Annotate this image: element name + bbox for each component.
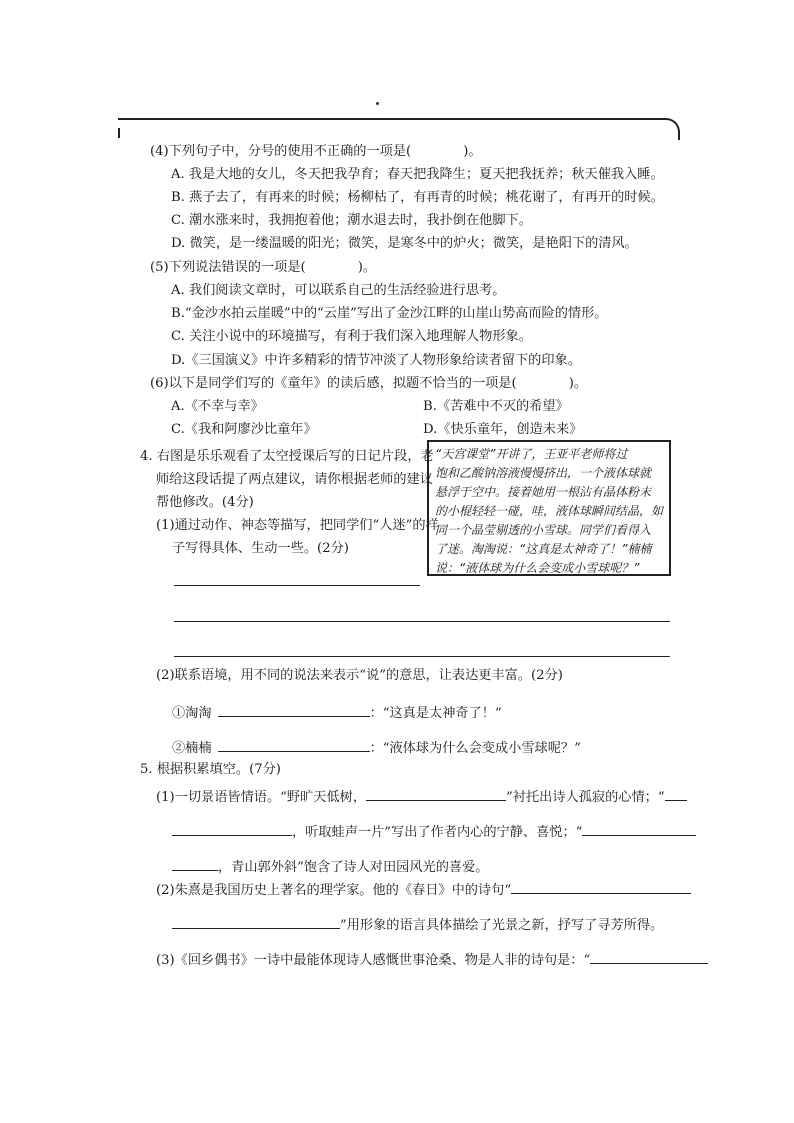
q6-option-c: C.《我和阿廖沙比童年》: [171, 422, 317, 437]
q5b-title: 5. 根据积累填空。(7分): [140, 762, 281, 777]
q5-option-c: C. 关注小说中的环境描写，有利于我们深入地理解人物形象。: [171, 329, 532, 344]
q4b-sub1-line1: (1)通过动作、神态等描写，把同学们“人迷”的样: [156, 518, 439, 533]
q6-stem: (6)以下是同学们写的《童年》的读后感，拟题不恰当的一项是( )。: [150, 376, 588, 391]
page-frame-border: [118, 118, 680, 140]
q5-option-a: A. 我们阅读文章时，可以联系自己的生活经验进行思考。: [171, 283, 506, 298]
q4-option-b: B. 燕子去了，有再来的时候；杨柳枯了，有再青的时候；桃花谢了，有再开的时候。: [171, 190, 664, 205]
q4b-sentence-1: ①淘淘 ：“这真是太神奇了！”: [172, 702, 502, 723]
answer-blank[interactable]: [172, 821, 292, 836]
q5b-part1-line1: (1)一切景语皆情语。“野旷天低树， ”衬托出诗人孤寂的心情；“: [156, 786, 687, 807]
diary-line: 同一个晶莹剔透的小雪球。同学们看得入: [435, 523, 652, 537]
diary-line: “天宫课堂”开讲了，王亚平老师将过: [435, 447, 628, 461]
q4b-stem-line2: 师给这段话提了两点建议，请你根据老师的建议: [156, 472, 433, 487]
q4b-stem-line3: 帮他修改。(4分): [156, 495, 254, 510]
q5-stem: (5)下列说法错误的一项是( )。: [150, 260, 377, 275]
q5-option-d: D.《三国演义》中许多精彩的情节冲淡了人物形象给读者留下的印象。: [171, 353, 581, 368]
q4-option-a: A. 我是大地的女儿，冬天把我孕育；春天把我降生；夏天把我抚养；秋天催我入睡。: [171, 167, 664, 182]
answer-blank[interactable]: [218, 702, 370, 717]
answer-blank[interactable]: [590, 949, 708, 964]
q4-option-d: D. 微笑，是一缕温暖的阳光；微笑，是寒冬中的炉火；微笑，是艳阳下的清风。: [171, 236, 638, 251]
answer-blank[interactable]: [665, 786, 687, 801]
diary-line: 了迷。淘淘说：“这真是太神奇了！”楠楠: [435, 542, 652, 556]
q4-option-c: C. 潮水涨来时，我拥抱着他；潮水退去时，我扑倒在他脚下。: [171, 213, 532, 228]
q5b-part2-line2: ”用形象的语言具体描绘了光景之新，抒写了寻芳所得。: [172, 914, 663, 935]
q5b-part1-line2: ，听取蛙声一片”写出了作者内心的宁静、喜悦；“: [172, 821, 696, 842]
answer-blank[interactable]: [582, 821, 696, 836]
q4b-sub1-line2: 子写得具体、生动一些。(2分): [172, 541, 349, 556]
q5-option-b: B.“金沙水拍云崖暖”中的“云崖”写出了金沙江畔的山崖山势高而险的情形。: [171, 306, 608, 321]
q4b-sub2: (2)联系语境，用不同的说法来表示“说”的意思，让表达更丰富。(2分): [156, 668, 563, 683]
answer-line[interactable]: [174, 585, 420, 586]
q4-stem: (4)下列句子中，分号的使用不正确的一项是( )。: [150, 144, 482, 159]
answer-blank[interactable]: [366, 786, 506, 801]
answer-line[interactable]: [174, 621, 670, 622]
q6-option-d: D.《快乐童年，创造未来》: [423, 422, 583, 437]
diary-line: 悬浮于空中。接着她用一根沾有晶体粉末: [435, 485, 652, 499]
answer-blank[interactable]: [172, 856, 218, 871]
q5b-part1-line3: ，青山郭外斜”饱含了诗人对田园风光的喜爱。: [172, 856, 489, 877]
q6-option-a: A.《不幸与幸》: [171, 399, 264, 414]
diary-excerpt-box: [427, 440, 671, 576]
diary-line: 的小棍轻轻一碰，哇，液体球瞬间结晶，如: [435, 504, 664, 518]
q6-option-b: B.《苦难中不灭的希望》: [423, 399, 569, 414]
diary-line: 说：“液体球为什么会变成小雪球呢？”: [435, 561, 640, 575]
q4b-sentence-2: ②楠楠 ：“液体球为什么会变成小雪球呢？”: [172, 737, 581, 758]
answer-blank[interactable]: [218, 737, 370, 752]
answer-blank[interactable]: [172, 914, 340, 929]
q5b-part3-line1: (3)《回乡偶书》一诗中最能体现诗人感慨世事沧桑、物是人非的诗句是：“: [156, 949, 708, 970]
scan-speck: [376, 102, 379, 105]
answer-blank[interactable]: [511, 879, 691, 894]
q4b-stem-line1: 4. 右图是乐乐观看了太空授课后写的日记片段，老: [140, 449, 434, 464]
q5b-part2-line1: (2)朱熹是我国历史上著名的理学家。他的《春日》中的诗句“: [156, 879, 691, 900]
page-frame-corner: [118, 128, 126, 138]
answer-line[interactable]: [174, 656, 670, 657]
diary-line: 饱和乙酸钠溶液慢慢挤出，一个液体球就: [435, 466, 652, 480]
